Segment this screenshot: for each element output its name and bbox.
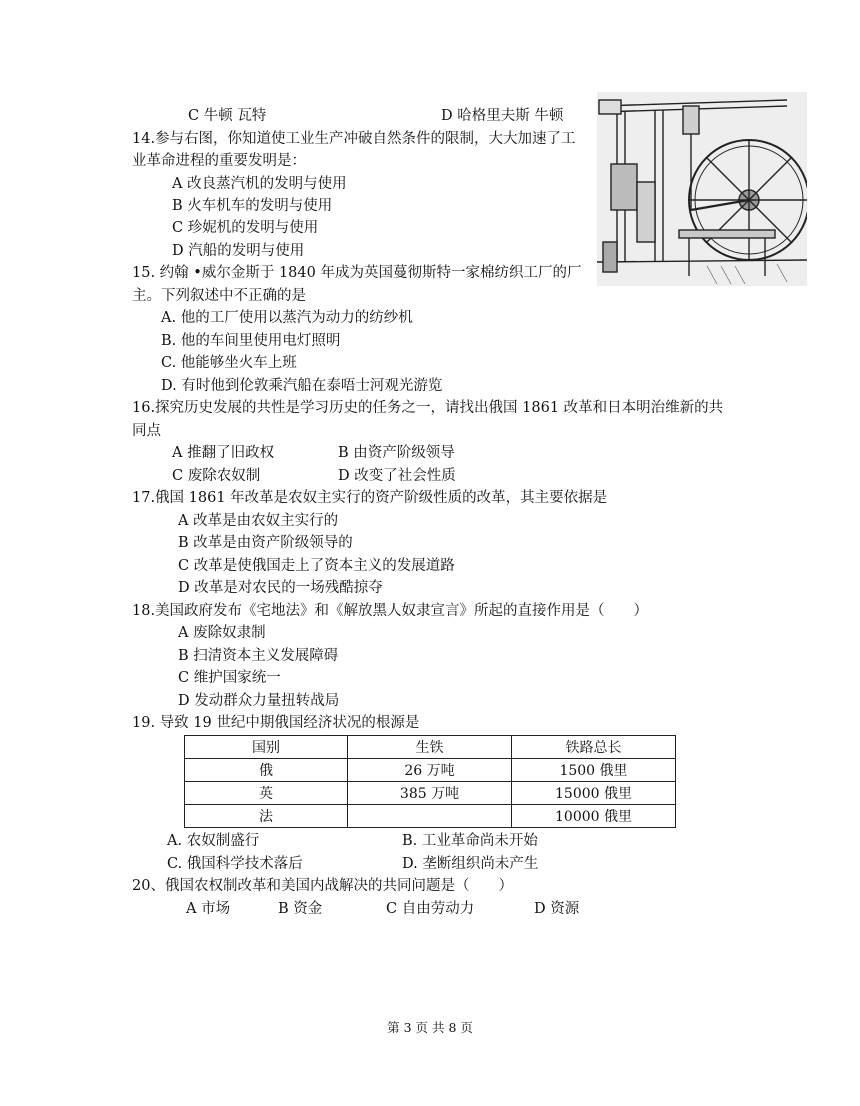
table-cell: 10000 俄里 — [512, 805, 676, 828]
table-header-row — [185, 736, 676, 759]
q20-stem: 20、俄国农权制改革和美国内战解决的共同问题是（ ） — [132, 878, 513, 894]
q20-option-b: B 资金 — [278, 901, 323, 917]
q20-option-d: D 资源 — [534, 901, 580, 917]
q19-data-table — [184, 735, 676, 828]
q20-option-a: A 市场 — [186, 901, 231, 917]
q13-option-d: D 哈格里夫斯 牛顿 — [441, 108, 564, 124]
q19-option-c: C. 俄国科学技术落后 — [167, 856, 303, 872]
q13-option-c: C 牛顿 瓦特 — [188, 108, 267, 124]
q19-option-a: A. 农奴制盛行 — [167, 833, 260, 849]
q15-option-d: D. 有时他到伦敦乘汽船在泰唔士河观光游览 — [161, 378, 443, 394]
q17-stem: 17.俄国 1861 年改革是农奴主实行的资产阶级性质的改革，其主要依据是 — [132, 490, 608, 506]
table-cell: 俄 — [185, 759, 348, 782]
table-row — [185, 805, 676, 828]
q18-option-a: A 废除奴隶制 — [178, 625, 266, 641]
q17-option-d: D 改革是对农民的一场残酷掠夺 — [178, 580, 383, 596]
q18-option-b: B 扫清资本主义发展障碍 — [178, 648, 339, 664]
q14-option-a: A 改良蒸汽机的发明与使用 — [172, 176, 347, 192]
table-cell: 385 万吨 — [348, 782, 512, 805]
table-cell: 26 万吨 — [348, 759, 512, 782]
q15-stem-line2: 主。下列叙述中不正确的是 — [132, 288, 306, 304]
q16-option-d: D 改变了社会性质 — [338, 468, 456, 484]
q15-option-a: A. 他的工厂使用以蒸汽为动力的纺纱机 — [161, 310, 413, 326]
table-cell: 英 — [185, 782, 348, 805]
q16-stem-line1: 16.探究历史发展的共性是学习历史的任务之一，请找出俄国 1861 改革和日本明治维新的共 — [132, 400, 724, 416]
page-footer: 第 3 页 共 8 页 — [387, 1020, 473, 1035]
q18-option-d: D 发动群众力量扭转战局 — [178, 693, 340, 709]
q19-option-b: B. 工业革命尚未开始 — [402, 833, 538, 849]
q17-option-c: C 改革是使俄国走上了资本主义的发展道路 — [178, 558, 455, 574]
q16-option-a: A 推翻了旧政权 — [172, 445, 275, 461]
q17-option-b: B 改革是由资产阶级领导的 — [178, 535, 353, 551]
q15-option-b: B. 他的车间里使用电灯照明 — [161, 333, 341, 349]
table-header-cell: 生铁 — [348, 736, 512, 759]
q19-stem: 19. 导致 19 世纪中期俄国经济状况的根源是 — [132, 715, 420, 731]
q16-stem-line2: 同点 — [132, 423, 161, 439]
q18-option-c: C 维护国家统一 — [178, 670, 281, 686]
table-cell: 1500 俄里 — [512, 759, 676, 782]
q20-option-c: C 自由劳动力 — [386, 901, 475, 917]
q14-option-b: B 火车机车的发明与使用 — [172, 198, 333, 214]
steam-engine-illustration — [597, 92, 807, 286]
q15-stem-line1: 15. 约翰 •威尔金斯于 1840 年成为英国蔓彻斯特一家棉纺织工厂的厂 — [132, 265, 582, 281]
q17-option-a: A 改革是由农奴主实行的 — [178, 513, 339, 529]
q15-option-c: C. 他能够坐火车上班 — [161, 355, 297, 371]
table-cell — [348, 805, 512, 828]
q14-stem-line1: 14.参与右图，你知道使工业生产冲破自然条件的限制，大大加速了工 — [132, 131, 576, 147]
table-row — [185, 782, 676, 805]
q16-option-b: B 由资产阶级领导 — [338, 445, 455, 461]
q14-stem-line2: 业革命进程的重要发明是： — [132, 153, 306, 169]
q14-option-d: D 汽船的发明与使用 — [172, 243, 305, 259]
q19-option-d: D. 垄断组织尚未产生 — [402, 856, 539, 872]
table-header-cell: 铁路总长 — [512, 736, 676, 759]
table-header-cell: 国别 — [185, 736, 348, 759]
q14-option-c: C 珍妮机的发明与使用 — [172, 220, 319, 236]
table-cell: 15000 俄里 — [512, 782, 676, 805]
table-row — [185, 759, 676, 782]
q16-option-c: C 废除农奴制 — [172, 468, 261, 484]
q18-stem: 18.美国政府发布《宅地法》和《解放黑人奴隶宣言》所起的直接作用是（ ） — [132, 603, 649, 619]
table-cell: 法 — [185, 805, 348, 828]
